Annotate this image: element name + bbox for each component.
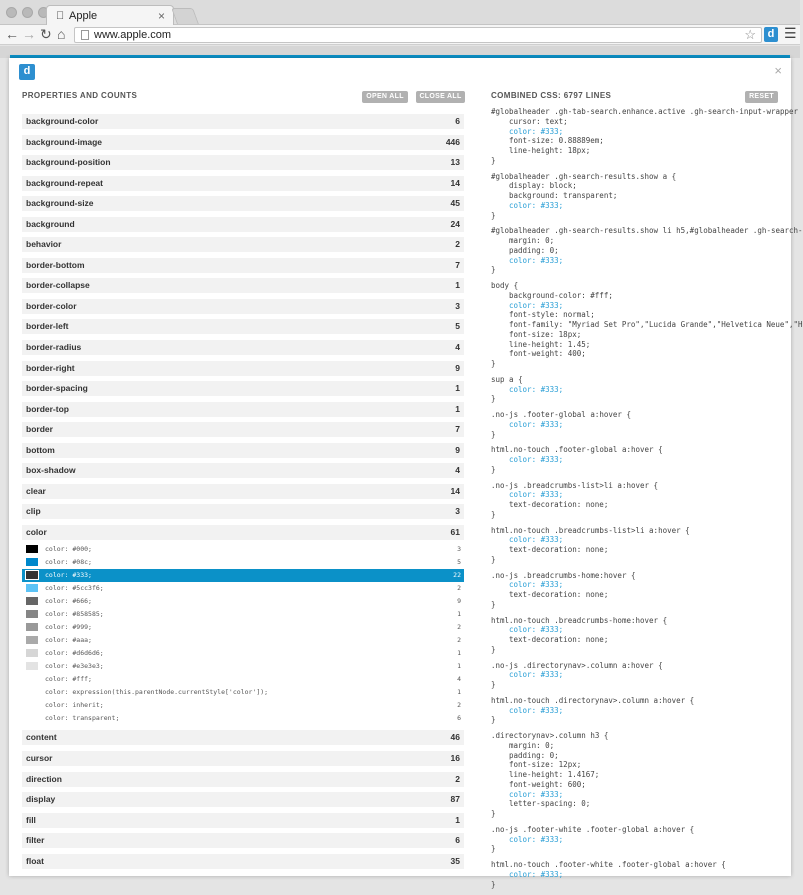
property-name: cursor: [26, 753, 53, 764]
css-closing-brace: }: [491, 715, 496, 725]
property-row[interactable]: [22, 504, 464, 519]
minimize-window-icon[interactable]: [22, 7, 33, 18]
css-declaration: font-style: normal;: [509, 310, 595, 320]
value-row[interactable]: [22, 660, 464, 673]
browser-menu-icon[interactable]: ☰: [784, 25, 797, 41]
css-declaration: cursor: text;: [509, 116, 568, 126]
value-text: color: #e3e3e3;: [45, 662, 104, 671]
property-count: 1: [455, 403, 460, 414]
property-row[interactable]: [22, 258, 464, 273]
property-name: clip: [26, 506, 41, 517]
css-selector: sup a {: [491, 374, 523, 384]
color-swatch: [26, 610, 38, 618]
css-selector: body {: [491, 281, 519, 290]
property-name: fill: [26, 814, 36, 825]
apple-favicon-icon: [56, 10, 64, 22]
modal-close-icon[interactable]: ×: [774, 63, 782, 78]
css-closing-brace: }: [491, 359, 496, 368]
property-count: 1: [455, 814, 460, 825]
css-declaration: text-decoration: none;: [509, 545, 609, 554]
property-row[interactable]: [22, 176, 464, 191]
property-count: 1: [455, 280, 460, 291]
color-swatch: [26, 662, 38, 670]
value-row[interactable]: [22, 647, 464, 660]
property-count: 5: [455, 321, 460, 332]
property-count: 1: [455, 383, 460, 394]
app-logo: d: [19, 64, 35, 80]
css-declaration: color: #333;: [509, 535, 564, 545]
css-rule: [491, 571, 791, 610]
property-row[interactable]: [22, 155, 464, 170]
css-stats-modal: [9, 58, 803, 889]
value-text: color: inherit;: [45, 701, 104, 710]
property-name: border-color: [26, 300, 77, 311]
css-selector: #globalheader .gh-search-results.show a {: [491, 171, 677, 181]
value-row[interactable]: [22, 621, 464, 634]
css-closing-brace: }: [491, 265, 496, 275]
css-selector: .no-js .breadcrumbs-list>li a:hover {: [491, 480, 659, 490]
value-row[interactable]: [22, 699, 464, 712]
page-backdrop: [0, 46, 800, 58]
css-declaration: margin: 0;: [509, 740, 555, 750]
css-selector: html.no-touch .footer-white .footer-global a:hover {: [491, 860, 726, 869]
close-window-icon[interactable]: [6, 7, 17, 18]
property-count: 9: [455, 444, 460, 455]
new-tab-button[interactable]: [171, 8, 199, 24]
css-declaration: color: #333;: [509, 869, 564, 879]
css-declaration: color: #333;: [509, 705, 564, 715]
value-row[interactable]: [22, 686, 464, 699]
css-declaration: color: #333;: [509, 126, 564, 136]
property-name: filter: [26, 835, 45, 846]
css-rule: [491, 696, 791, 725]
property-row[interactable]: [22, 299, 464, 314]
css-closing-brace: }: [491, 844, 496, 854]
value-text: color: #d6d6d6;: [45, 649, 104, 658]
value-count: 2: [457, 636, 461, 645]
css-rule: [491, 825, 791, 854]
value-count: 9: [457, 597, 461, 606]
value-count: 2: [457, 584, 461, 593]
tab-close-icon[interactable]: ×: [157, 9, 165, 23]
property-name: bottom: [26, 444, 55, 455]
property-row[interactable]: [22, 217, 464, 232]
property-row[interactable]: [22, 443, 464, 458]
css-rule: [491, 661, 791, 690]
property-row[interactable]: [22, 751, 464, 766]
css-rule: [491, 616, 791, 655]
css-rule: [491, 226, 803, 275]
value-row[interactable]: [22, 543, 464, 556]
css-selector: .no-js .breadcrumbs-home:hover {: [491, 570, 636, 580]
property-name: border: [26, 424, 53, 435]
property-name: content: [26, 732, 57, 743]
url-text: www.apple.com: [94, 29, 172, 41]
css-declaration: line-height: 1.45;: [509, 339, 591, 349]
css-declaration: color: #333;: [509, 490, 564, 500]
css-declaration: color: #333;: [509, 300, 564, 310]
property-count: 13: [450, 157, 460, 168]
property-row[interactable]: [22, 854, 464, 869]
css-closing-brace: }: [491, 599, 496, 609]
property-name: float: [26, 855, 44, 866]
css-rule: [491, 107, 799, 166]
css-declaration: font-weight: 600;: [509, 779, 586, 789]
property-row[interactable]: [22, 319, 464, 334]
property-count: 14: [450, 485, 460, 496]
css-selector: html.no-touch .breadcrumbs-list>li a:hover {: [491, 525, 690, 535]
css-declaration: margin: 0;: [509, 236, 555, 245]
properties-title: PROPERTIES AND COUNTS: [22, 91, 138, 100]
property-name: background-color: [26, 116, 99, 126]
property-row[interactable]: [22, 772, 464, 787]
value-count: 1: [457, 610, 461, 619]
value-text: color: #08c;: [45, 558, 92, 567]
value-count: 1: [457, 662, 461, 671]
css-declaration: font-size: 12px;: [509, 760, 582, 770]
value-row[interactable]: [22, 673, 464, 686]
value-text: color: transparent;: [45, 714, 120, 723]
css-closing-brace: }: [491, 879, 496, 889]
page-icon: [81, 30, 89, 40]
css-declaration: background: transparent;: [509, 191, 618, 200]
property-count: 45: [450, 198, 460, 209]
browser-tab[interactable]: [46, 5, 174, 26]
value-text: color: #999;: [45, 623, 92, 632]
css-closing-brace: }: [491, 644, 496, 654]
property-count: 6: [455, 835, 460, 846]
value-count: 4: [457, 675, 461, 684]
property-row[interactable]: [22, 730, 464, 745]
css-closing-brace: }: [491, 509, 496, 519]
value-text: color: #858585;: [45, 610, 104, 619]
color-swatch: [26, 571, 38, 579]
value-text: color: #aaa;: [45, 636, 92, 645]
property-count: 2: [455, 239, 460, 250]
property-count: 3: [455, 300, 460, 311]
color-swatch: [26, 636, 38, 644]
value-count: 1: [457, 688, 461, 697]
property-values-list: [22, 543, 464, 725]
value-count: 2: [457, 701, 461, 710]
value-row[interactable]: [22, 634, 464, 647]
property-row[interactable]: [22, 381, 464, 396]
property-row[interactable]: [22, 525, 464, 540]
value-row[interactable]: [22, 608, 464, 621]
property-count: 14: [450, 177, 460, 188]
css-declaration: text-decoration: none;: [509, 500, 609, 509]
property-name: border-bottom: [26, 259, 85, 270]
color-swatch: [26, 558, 38, 566]
property-row[interactable]: [22, 361, 464, 376]
value-text: color: #000;: [45, 545, 92, 554]
value-text: color: #5cc3f6;: [45, 584, 104, 593]
property-row[interactable]: [22, 114, 464, 129]
color-swatch: [26, 584, 38, 592]
css-selector: .no-js .footer-global a:hover {: [491, 410, 631, 419]
css-closing-brace: }: [491, 429, 496, 439]
css-closing-brace: }: [491, 394, 496, 404]
value-count: 5: [457, 558, 461, 567]
property-name: border-right: [26, 362, 75, 373]
css-declaration: font-family: "Myriad Set Pro","Lucida Grande","Helvetica Neue","H: [509, 320, 803, 329]
forward-arrow-icon[interactable]: →: [22, 26, 36, 42]
property-count: 46: [450, 732, 460, 743]
property-name: border-top: [26, 403, 69, 414]
value-count: 2: [457, 623, 461, 632]
value-count: 6: [457, 714, 461, 723]
css-closing-brace: }: [491, 464, 496, 474]
css-declaration: background-color: #fff;: [509, 290, 613, 300]
back-arrow-icon[interactable]: ←: [5, 26, 19, 42]
property-name: color: [26, 526, 47, 537]
color-swatch: [26, 649, 38, 657]
property-count: 35: [450, 855, 460, 866]
css-selector: #globalheader .gh-search-results.show li h5,#globalheader .gh-search-: [491, 226, 803, 236]
address-bar[interactable]: [74, 27, 762, 43]
css-declaration: color: #333;: [509, 834, 564, 844]
property-name: border-radius: [26, 342, 82, 353]
css-rule: [491, 731, 791, 819]
property-count: 16: [450, 753, 460, 764]
color-swatch: [26, 623, 38, 631]
property-name: background-repeat: [26, 177, 103, 188]
property-row[interactable]: [22, 196, 464, 211]
css-rule: [491, 481, 791, 520]
css-rule: [491, 526, 791, 565]
property-row[interactable]: [22, 237, 464, 252]
css-declaration: font-weight: 400;: [509, 349, 586, 359]
close-all-button[interactable]: CLOSE ALL: [416, 91, 465, 103]
css-declaration: line-height: 1.4167;: [509, 770, 600, 779]
property-row[interactable]: [22, 422, 464, 437]
css-rule: [491, 375, 791, 404]
property-name: background-image: [26, 136, 103, 147]
property-name: box-shadow: [26, 465, 76, 476]
reload-icon[interactable]: ↻: [40, 26, 52, 42]
property-name: border-spacing: [26, 383, 88, 394]
value-text: color: #333;: [45, 571, 92, 580]
css-declaration: font-size: 18px;: [509, 329, 582, 339]
css-declaration: padding: 0;: [509, 750, 559, 760]
property-name: background: [26, 218, 75, 229]
css-declaration: letter-spacing: 0;: [509, 799, 591, 809]
value-count: 3: [457, 545, 461, 554]
css-closing-brace: }: [491, 210, 496, 220]
property-count: 7: [455, 424, 460, 435]
color-swatch: [26, 597, 38, 605]
css-declaration: font-size: 0.88889em;: [509, 136, 604, 146]
value-text: color: #fff;: [45, 675, 92, 684]
css-selector: .no-js .directorynav>.column a:hover {: [491, 660, 663, 670]
css-selector: .directorynav>.column h3 {: [491, 731, 609, 740]
property-row[interactable]: [22, 484, 464, 499]
property-name: background-size: [26, 198, 94, 209]
css-closing-brace: }: [491, 554, 496, 564]
css-declaration: color: #333;: [509, 625, 564, 635]
property-count: 2: [455, 773, 460, 784]
css-closing-brace: }: [491, 155, 496, 165]
value-count: 22: [453, 571, 461, 580]
value-text: color: #666;: [45, 597, 92, 606]
css-selector: html.no-touch .footer-global a:hover {: [491, 445, 663, 455]
css-declaration: text-decoration: none;: [509, 635, 609, 644]
css-declaration: color: #333;: [509, 670, 564, 680]
property-row[interactable]: [22, 135, 464, 150]
property-row[interactable]: [22, 813, 464, 828]
home-icon[interactable]: ⌂: [57, 26, 66, 42]
property-count: 4: [455, 342, 460, 353]
property-count: 446: [445, 136, 460, 147]
css-rule: [491, 860, 791, 889]
property-count: 3: [455, 506, 460, 517]
property-name: direction: [26, 773, 62, 784]
css-declaration: padding: 0;: [509, 245, 559, 255]
property-count: 4: [455, 465, 460, 476]
property-row[interactable]: [22, 402, 464, 417]
browser-toolbar: [0, 25, 800, 45]
css-rule: [491, 410, 791, 439]
css-declaration: color: #333;: [509, 455, 564, 464]
property-count: 6: [455, 116, 460, 126]
value-row[interactable]: [22, 582, 464, 595]
property-count: 61: [450, 526, 460, 537]
property-row[interactable]: [22, 340, 464, 355]
combined-css-code: [491, 107, 803, 895]
value-row[interactable]: [22, 556, 464, 569]
css-declaration: text-decoration: none;: [509, 590, 609, 599]
value-row[interactable]: [22, 595, 464, 608]
property-row[interactable]: [22, 463, 464, 478]
combined-css-title: COMBINED CSS: 6797 LINES: [491, 91, 612, 100]
property-row[interactable]: [22, 278, 464, 293]
css-rule: [491, 281, 803, 369]
value-count: 1: [457, 649, 461, 658]
css-declaration: color: #333;: [509, 580, 564, 590]
tab-strip: [0, 0, 800, 25]
css-declaration: color: #333;: [509, 419, 564, 429]
css-selector: html.no-touch .breadcrumbs-home:hover {: [491, 615, 668, 625]
css-declaration: color: #333;: [509, 200, 564, 210]
value-row[interactable]: [22, 712, 464, 725]
css-rule: [491, 172, 791, 221]
property-name: background-position: [26, 157, 111, 168]
extension-button[interactable]: d: [764, 27, 778, 42]
property-name: clear: [26, 485, 46, 496]
css-closing-brace: }: [491, 809, 496, 818]
property-name: border-left: [26, 321, 69, 332]
open-all-button[interactable]: OPEN ALL: [362, 91, 408, 103]
property-name: display: [26, 794, 56, 805]
css-selector: #globalheader .gh-tab-search.enhance.active .gh-search-input-wrapper: [491, 107, 799, 116]
reset-button[interactable]: RESET: [745, 91, 778, 103]
property-count: 87: [450, 794, 460, 805]
css-selector: .no-js .footer-white .footer-global a:hover {: [491, 824, 695, 834]
color-swatch: [26, 545, 38, 553]
property-row[interactable]: [22, 792, 464, 807]
tab-title: Apple: [69, 10, 98, 22]
css-declaration: color: #333;: [509, 384, 564, 394]
property-count: 24: [450, 218, 460, 229]
property-name: border-collapse: [26, 280, 90, 291]
css-declaration: color: #333;: [509, 255, 564, 265]
css-selector: html.no-touch .directorynav>.column a:hover {: [491, 695, 695, 705]
value-row[interactable]: [22, 569, 464, 582]
property-count: 9: [455, 362, 460, 373]
property-count: 7: [455, 259, 460, 270]
property-row[interactable]: [22, 833, 464, 848]
properties-list: [22, 114, 464, 874]
css-declaration: display: block;: [509, 181, 577, 191]
property-name: behavior: [26, 239, 62, 250]
value-text: color: expression(this.parentNode.currentStyle['color']);: [45, 688, 269, 697]
css-rule: [491, 445, 791, 474]
css-closing-brace: }: [491, 680, 496, 689]
css-declaration: color: #333;: [509, 789, 564, 799]
bookmark-star-icon[interactable]: ☆: [744, 27, 756, 42]
css-declaration: line-height: 18px;: [509, 146, 591, 155]
